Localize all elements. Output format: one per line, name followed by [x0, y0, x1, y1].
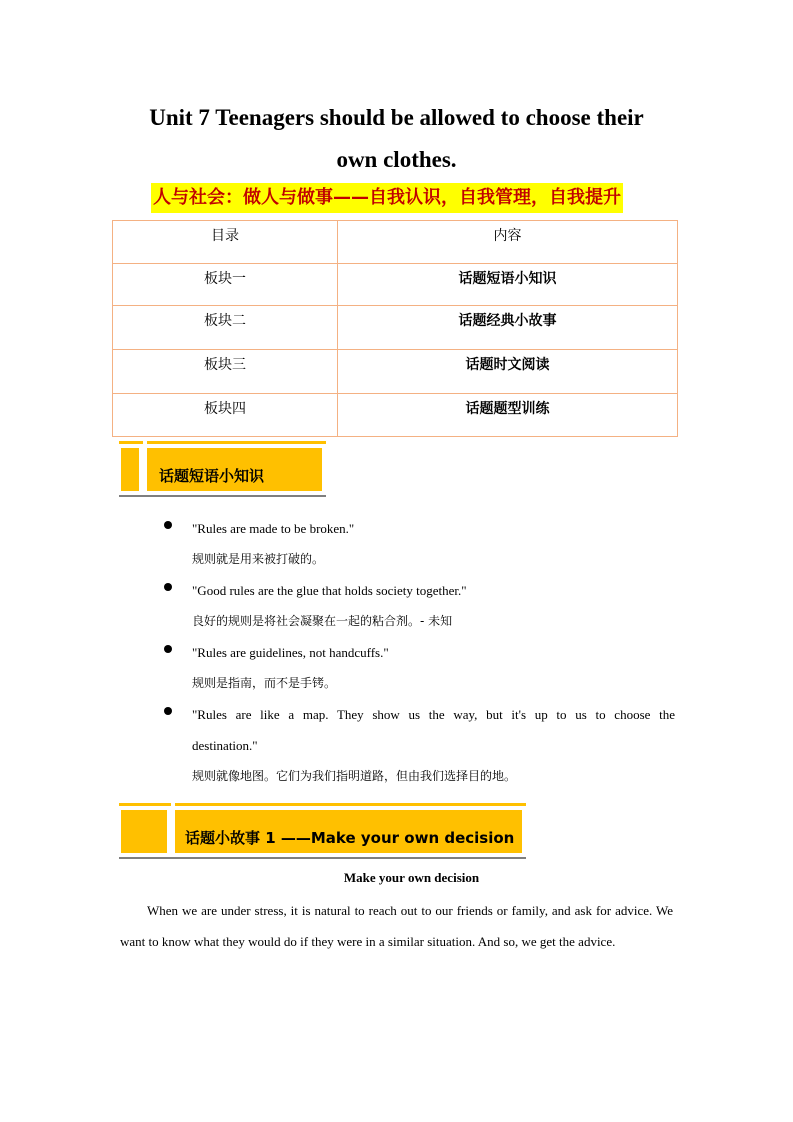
table-row: [113, 306, 678, 350]
content-cell: 话题时文阅读: [338, 350, 678, 394]
table-header-row: [113, 221, 678, 264]
header-cell-content: 内容: [338, 221, 678, 264]
section-cell: 板块二: [113, 306, 338, 350]
banner-label: 话题小故事 1 ——Make your own decision: [185, 829, 515, 847]
table-row: [113, 394, 678, 437]
table-row: [113, 264, 678, 306]
content-cell: 话题题型训练: [338, 394, 678, 437]
quote-english: "Rules are guidelines, not handcuffs.": [192, 645, 389, 660]
bullet-dot-icon: [164, 707, 172, 715]
theme-highlight: 人与社会：做人与做事——自我认识，自我管理，自我提升: [151, 183, 623, 213]
quote-chinese: 规则就像地图。它们为我们指明道路，但由我们选择目的地。: [192, 769, 517, 783]
contents-table: [112, 220, 678, 437]
section-cell: 板块三: [113, 350, 338, 394]
quote-english: "Good rules are the glue that holds society together.": [192, 583, 467, 598]
page-title-line-1: Unit 7 Teenagers should be allowed to choose their: [149, 105, 644, 130]
story-text: When we are under stress, it is natural to reach out to our friends or family, and ask for advice. We want to know what they would do if they were in a similar situation. And so, we get the advice.: [120, 903, 673, 949]
bullet-dot-icon: [164, 583, 172, 591]
list-item: [163, 513, 675, 575]
list-item: [163, 699, 675, 792]
quote-chinese: 规则就是用来被打破的。: [192, 552, 325, 566]
quote-chinese: 良好的规则是将社会凝聚在一起的粘合剂。- 未知: [192, 614, 453, 628]
banner-accent-stripe: [121, 448, 139, 491]
quote-list: [163, 513, 675, 792]
banner-top-line: [119, 441, 326, 444]
story-title: Make your own decision: [343, 870, 480, 885]
bullet-dot-icon: [164, 521, 172, 529]
content-cell: 话题经典小故事: [338, 306, 678, 350]
quote-english: "Rules are like a map. They show us the way, but it's up to us to choose the: [192, 707, 675, 722]
section-banner-story: [119, 803, 526, 859]
quote-chinese: 规则是指南，而不是手铐。: [192, 676, 337, 690]
table-row: [113, 350, 678, 394]
content-cell: 话题短语小知识: [338, 264, 678, 306]
list-item: [163, 575, 675, 637]
banner-bottom-line: [119, 857, 526, 859]
banner-top-line: [119, 803, 526, 806]
story-paragraph: [120, 895, 673, 957]
section-banner-phrases: [119, 441, 326, 497]
page-title-line-2: own clothes.: [336, 147, 457, 172]
banner-bottom-line: [119, 495, 326, 497]
quote-english-continued: destination.": [192, 738, 258, 753]
banner-accent-stripe: [121, 810, 167, 853]
section-cell: 板块四: [113, 394, 338, 437]
banner-label: 话题短语小知识: [159, 467, 265, 485]
bullet-dot-icon: [164, 645, 172, 653]
section-cell: 板块一: [113, 264, 338, 306]
quote-english: "Rules are made to be broken.": [192, 521, 355, 536]
list-item: [163, 637, 675, 699]
header-cell-section: 目录: [113, 221, 338, 264]
